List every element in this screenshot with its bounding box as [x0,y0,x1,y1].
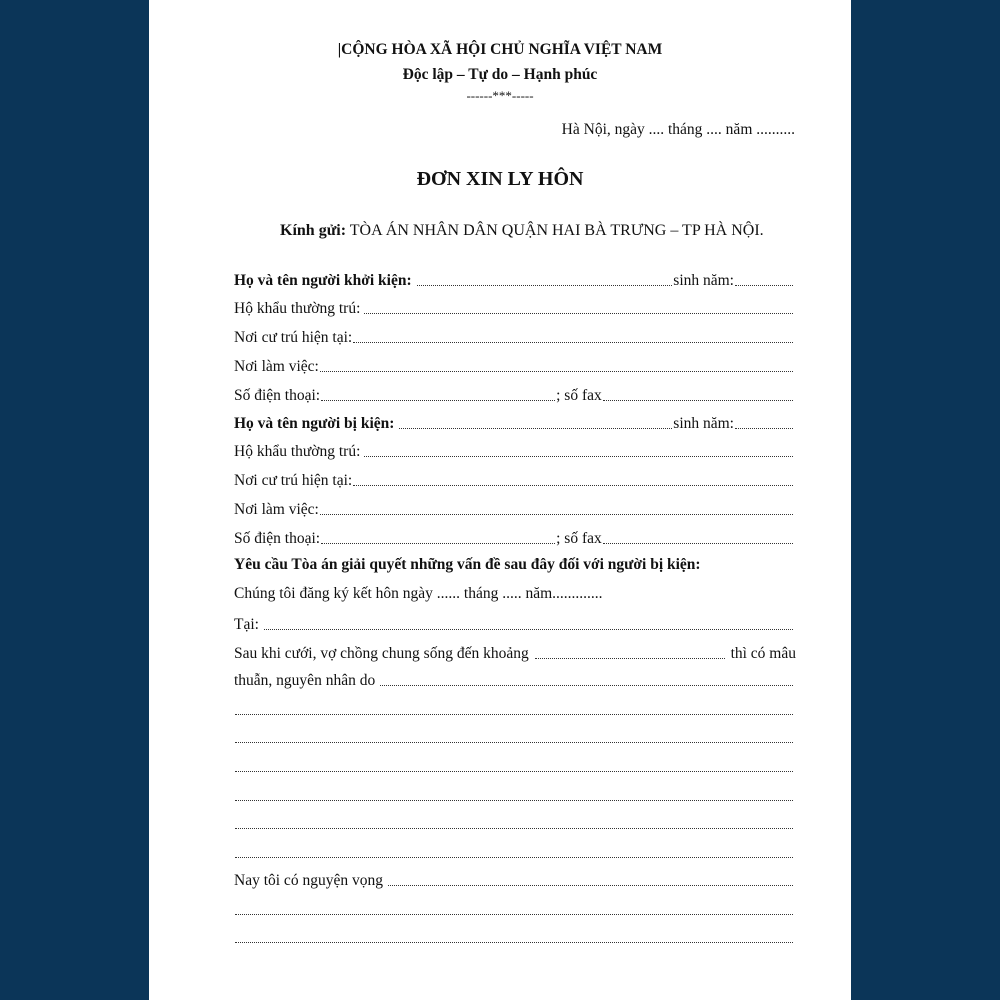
fill-line [321,400,555,401]
fill-line [353,342,793,343]
fill-line [321,543,555,544]
defendant-fax-label: ; số fax [556,530,602,547]
fill-line [235,828,793,829]
recipient-prefix: Kính gửi: [280,222,347,239]
cohabitation-field[interactable] [234,643,796,663]
fill-line [320,514,793,515]
plaintiff-birth-label: sinh năm: [673,272,734,289]
fill-line [235,771,793,772]
marriage-place-label: Tại: [234,616,259,633]
plaintiff-current-field[interactable] [234,327,794,347]
fill-line [603,543,793,544]
marriage-place-field[interactable] [234,614,794,634]
fill-line [603,400,793,401]
fill-line [235,714,793,715]
defendant-name-field[interactable] [234,413,794,433]
fill-line [235,800,793,801]
plaintiff-residence-field[interactable] [234,298,794,318]
plaintiff-current-label: Nơi cư trú hiện tại: [234,329,353,346]
plaintiff-phone-field[interactable] [234,385,794,405]
fill-line [353,485,793,486]
conflict-line-4[interactable] [234,785,794,805]
wish-field[interactable] [234,870,794,890]
cohabitation-label: Sau khi cưới, vợ chồng chung sống đến khoảng [234,645,529,662]
wish-line-1[interactable] [234,899,794,919]
fill-line [735,285,793,286]
national-motto: Độc lập – Tự do – Hạnh phúc [402,66,598,83]
defendant-residence-label: Hộ khẩu thường trú: [234,443,361,460]
defendant-name-label: Họ và tên người bị kiện: [234,415,395,432]
fill-line [399,428,672,429]
plaintiff-work-label: Nơi làm việc: [234,358,319,375]
plaintiff-fax-label: ; số fax [556,387,602,404]
wish-line-2[interactable] [234,927,794,947]
country-name: |CỘNG HÒA XÃ HỘI CHỦ NGHĨA VIỆT NAM [337,41,663,58]
plaintiff-name-label: Họ và tên người khởi kiện: [234,272,412,289]
defendant-current-label: Nơi cư trú hiện tại: [234,472,353,489]
defendant-work-label: Nơi làm việc: [234,501,319,518]
request-heading: Yêu cầu Tòa án giải quyết những vấn đề sau đây đối với người bị kiện: [234,556,701,573]
fill-line [388,885,793,886]
conflict-line-3[interactable] [234,756,794,776]
fill-line [364,313,793,314]
conflict-line-5[interactable] [234,813,794,833]
defendant-current-field[interactable] [234,470,794,490]
fill-line [364,456,793,457]
fill-line [235,942,793,943]
marriage-date-line[interactable]: Chúng tôi đăng ký kết hôn ngày ...... tháng ..... năm............. [234,585,603,602]
conflict-cause-field[interactable] [234,670,794,690]
plaintiff-work-field[interactable] [234,356,794,376]
defendant-phone-label: Số điện thoại: [234,530,321,547]
place-date-line: Hà Nội, ngày .... tháng .... năm .......... [561,121,795,138]
recipient-line [280,222,764,240]
plaintiff-phone-label: Số điện thoại: [234,387,321,404]
defendant-phone-field[interactable] [234,528,794,548]
document-page [149,0,851,1000]
conflict-cause-label: thuẫn, nguyên nhân do [234,672,376,689]
defendant-work-field[interactable] [234,499,794,519]
conflict-line-1[interactable] [234,699,794,719]
recipient-name: TÒA ÁN NHÂN DÂN QUẬN HAI BÀ TRƯNG – TP HÀ NỘI. [349,222,764,239]
fill-line [320,371,793,372]
fill-line [264,629,793,630]
fill-line [235,914,793,915]
fill-line [417,285,673,286]
fill-line [535,658,725,659]
header-divider: ------***----- [466,88,534,103]
document-title: ĐƠN XIN LY HÔN [416,168,584,190]
defendant-residence-field[interactable] [234,441,794,461]
defendant-birth-label: sinh năm: [673,415,734,432]
conflict-line-6[interactable] [234,842,794,862]
fill-line [735,428,793,429]
fill-line [235,742,793,743]
conflict-suffix: thì có mâu [730,645,796,662]
wish-label: Nay tôi có nguyện vọng [234,872,383,889]
plaintiff-name-field[interactable] [234,270,794,290]
conflict-line-2[interactable] [234,727,794,747]
plaintiff-residence-label: Hộ khẩu thường trú: [234,300,361,317]
fill-line [235,857,793,858]
fill-line [380,685,793,686]
